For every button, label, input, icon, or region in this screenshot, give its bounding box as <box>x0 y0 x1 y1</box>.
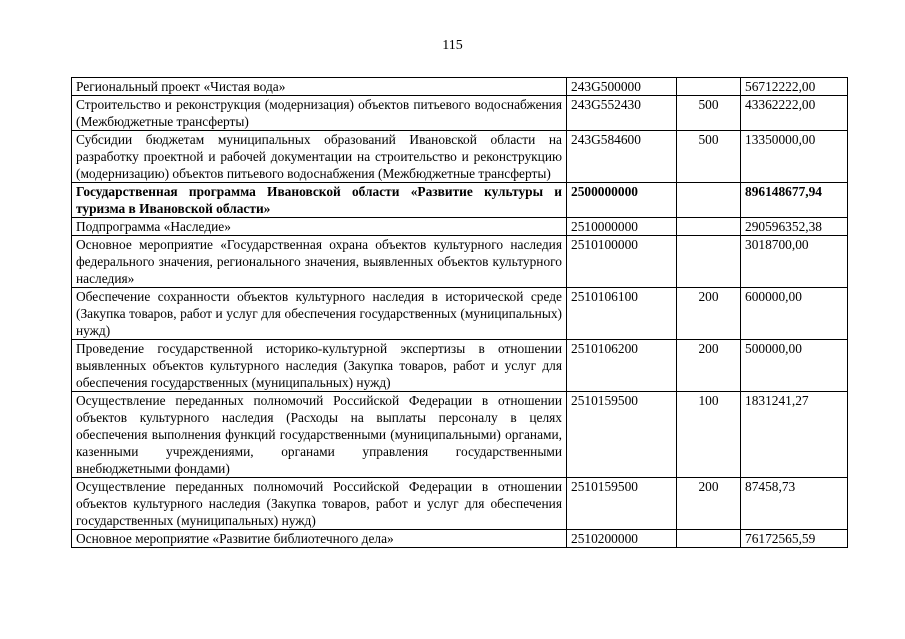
row-expense-type: 200 <box>677 340 741 392</box>
row-target-code: 2510159500 <box>567 392 677 478</box>
row-description: Обеспечение сохранности объектов культурного наследия в исторической среде (Закупка товаров, работ и услуг для обеспечения государственных (муниципальных) нужд) <box>72 288 567 340</box>
row-expense-type: 100 <box>677 392 741 478</box>
row-expense-type <box>677 530 741 548</box>
row-expense-type: 500 <box>677 96 741 131</box>
row-target-code: 2510106200 <box>567 340 677 392</box>
table-row <box>72 340 848 392</box>
row-target-code: 2510200000 <box>567 530 677 548</box>
row-expense-type <box>677 218 741 236</box>
row-amount: 896148677,94 <box>741 183 848 218</box>
row-description: Осуществление переданных полномочий Российской Федерации в отношении объектов культурного наследия (Расходы на выплаты персоналу в целях обеспечения выполнения функций государственными (муниципальными) органами, казенными учреждениями, органами управления государственными внебюджетными фондами) <box>72 392 567 478</box>
row-description: Осуществление переданных полномочий Российской Федерации в отношении объектов культурного наследия (Закупка товаров, работ и услуг для обеспечения государственных (муниципальных) нужд) <box>72 478 567 530</box>
row-expense-type <box>677 78 741 96</box>
budget-table-body <box>72 78 848 548</box>
table-row <box>72 131 848 183</box>
row-target-code: 2500000000 <box>567 183 677 218</box>
table-row <box>72 96 848 131</box>
row-description: Основное мероприятие «Государственная охрана объектов культурного наследия федерального значения, регионального значения, выявленных объектов культурного наследия» <box>72 236 567 288</box>
row-expense-type: 200 <box>677 478 741 530</box>
row-description: Государственная программа Ивановской области «Развитие культуры и туризма в Ивановской области» <box>72 183 567 218</box>
page-number: 115 <box>442 38 463 53</box>
table-row <box>72 218 848 236</box>
table-row <box>72 530 848 548</box>
row-expense-type <box>677 236 741 288</box>
row-target-code: 243G584600 <box>567 131 677 183</box>
row-target-code: 2510159500 <box>567 478 677 530</box>
table-row <box>72 392 848 478</box>
row-expense-type: 500 <box>677 131 741 183</box>
row-description: Проведение государственной историко-культурной экспертизы в отношении выявленных объектов культурного наследия (Закупка товаров, работ и услуг для обеспечения государственных (муниципальных) нужд) <box>72 340 567 392</box>
budget-table <box>71 77 848 548</box>
row-description: Региональный проект «Чистая вода» <box>72 78 567 96</box>
row-description: Субсидии бюджетам муниципальных образований Ивановской области на разработку проектной и рабочей документации на строительство и реконструкцию (модернизацию) объектов питьевого водоснабжения (Межбюджетные трансферты) <box>72 131 567 183</box>
row-target-code: 2510106100 <box>567 288 677 340</box>
row-target-code: 2510000000 <box>567 218 677 236</box>
table-row <box>72 288 848 340</box>
row-target-code: 243G500000 <box>567 78 677 96</box>
row-amount: 600000,00 <box>741 288 848 340</box>
table-row <box>72 478 848 530</box>
row-amount: 1831241,27 <box>741 392 848 478</box>
row-amount: 76172565,59 <box>741 530 848 548</box>
row-amount: 56712222,00 <box>741 78 848 96</box>
row-description: Основное мероприятие «Развитие библиотечного дела» <box>72 530 567 548</box>
row-description: Строительство и реконструкция (модернизация) объектов питьевого водоснабжения (Межбюджетные трансферты) <box>72 96 567 131</box>
row-description: Подпрограмма «Наследие» <box>72 218 567 236</box>
table-row <box>72 236 848 288</box>
row-amount: 290596352,38 <box>741 218 848 236</box>
row-expense-type: 200 <box>677 288 741 340</box>
row-expense-type <box>677 183 741 218</box>
row-amount: 3018700,00 <box>741 236 848 288</box>
row-target-code: 2510100000 <box>567 236 677 288</box>
row-amount: 43362222,00 <box>741 96 848 131</box>
row-amount: 87458,73 <box>741 478 848 530</box>
row-target-code: 243G552430 <box>567 96 677 131</box>
row-amount: 500000,00 <box>741 340 848 392</box>
table-row <box>72 183 848 218</box>
table-row <box>72 78 848 96</box>
row-amount: 13350000,00 <box>741 131 848 183</box>
